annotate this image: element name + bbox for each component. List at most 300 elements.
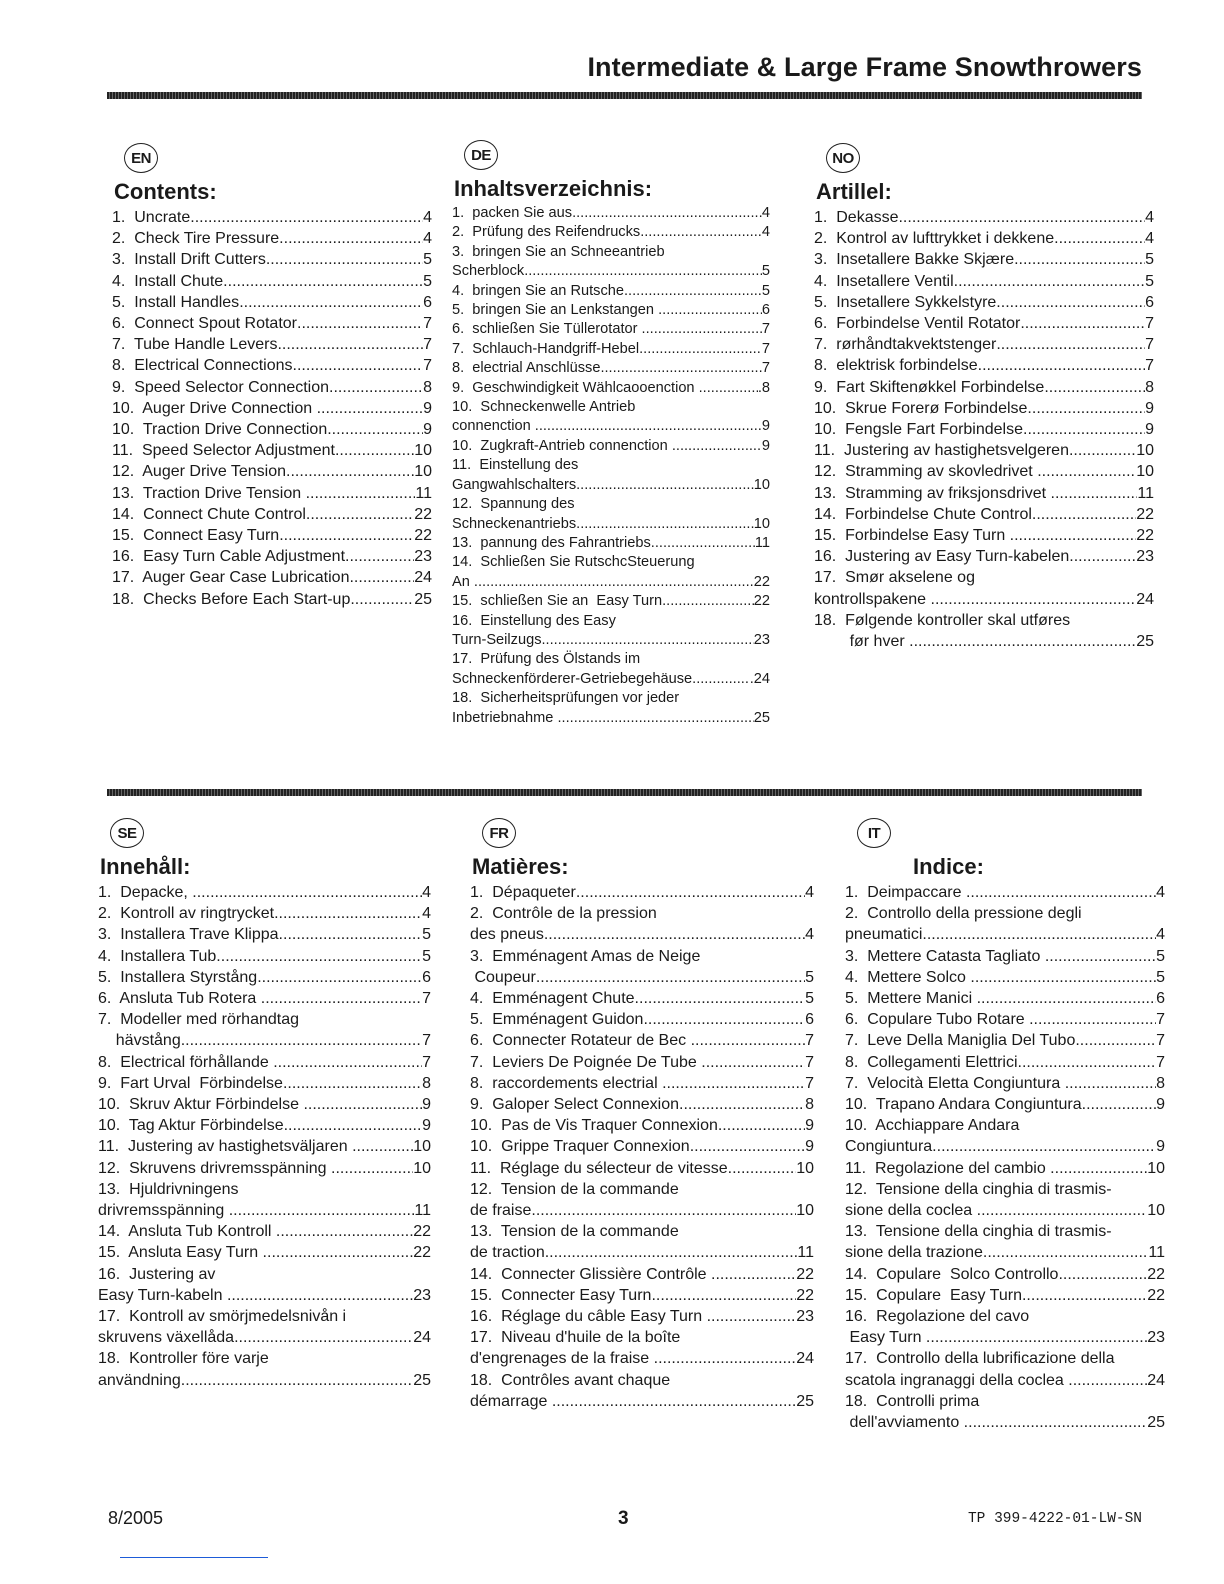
toc-entry-line bbox=[470, 946, 814, 967]
toc-entry bbox=[98, 1242, 431, 1263]
toc-entry-line bbox=[845, 1285, 1165, 1306]
toc-entry-page: 11 bbox=[1137, 484, 1154, 502]
toc-entry-line bbox=[452, 515, 770, 534]
toc-entry bbox=[112, 589, 432, 610]
toc-entry-label: Inbetriebnahme bbox=[452, 709, 558, 726]
toc-entry-page: 10 bbox=[414, 442, 432, 460]
toc-entry-page: 10 bbox=[1147, 1159, 1165, 1177]
dot-leader bbox=[662, 592, 754, 611]
toc-entry-line bbox=[470, 882, 814, 903]
toc-entry-label: 15. schließen Sie an Easy Turn bbox=[452, 593, 663, 610]
toc-entry bbox=[112, 567, 432, 588]
toc-entry-page: 10 bbox=[414, 463, 432, 481]
toc-entry-line bbox=[452, 689, 770, 708]
toc-entry-label: 3. Mettere Catasta Tagliato bbox=[845, 947, 1045, 965]
toc-entry bbox=[112, 313, 432, 334]
toc-entry-label: 18. Contrôles avant chaque bbox=[470, 1371, 671, 1389]
toc-entry-label: 11. Justering av hastighetsvelgeren bbox=[814, 442, 1069, 460]
toc-entry-line bbox=[470, 1348, 814, 1369]
toc-entry-label: 5. Installera Styrstång bbox=[98, 968, 258, 986]
toc-entry-page: 24 bbox=[796, 1350, 814, 1368]
dot-leader bbox=[1065, 1073, 1156, 1094]
dot-leader bbox=[576, 476, 754, 495]
toc-entry bbox=[814, 271, 1154, 292]
toc-entry-page: 5 bbox=[1156, 947, 1165, 965]
toc-entry-label: 4. bringen Sie an Rutsche bbox=[452, 282, 624, 299]
toc-entry-page: 25 bbox=[796, 1392, 814, 1410]
toc-entry-page: 8 bbox=[423, 378, 432, 396]
toc-entry-line bbox=[112, 440, 432, 461]
toc-entry-label: 2. Kontrol av lufttrykket i dekkene bbox=[814, 230, 1055, 248]
toc-entry bbox=[112, 525, 432, 546]
toc-entry bbox=[470, 1115, 814, 1136]
dot-leader bbox=[1037, 461, 1136, 482]
toc-entry-label: 9. Geschwindigkeit Wählcaooenction bbox=[452, 379, 699, 396]
toc-entry-page: 4 bbox=[1156, 884, 1165, 901]
toc-entry-label: d'engrenages de la fraise bbox=[470, 1350, 654, 1368]
toc-entry-line bbox=[470, 1370, 814, 1391]
toc-entry-page: 25 bbox=[413, 1371, 431, 1389]
toc-entry-label: démarrage bbox=[470, 1392, 552, 1410]
section-title-de: Inhaltsverzeichnis: bbox=[454, 176, 653, 201]
toc-entry bbox=[470, 1179, 814, 1221]
toc-entry-page: 22 bbox=[1136, 527, 1154, 545]
toc-entry-line bbox=[845, 1115, 1165, 1136]
dot-leader bbox=[898, 207, 1145, 228]
toc-entry-label: 17. Smør akselene og bbox=[814, 569, 975, 587]
dot-leader bbox=[227, 1285, 413, 1306]
dot-leader bbox=[349, 567, 414, 588]
toc-entry-page: 22 bbox=[413, 1223, 431, 1241]
toc-entry-page: 22 bbox=[753, 573, 770, 590]
toc-entry bbox=[845, 1094, 1165, 1115]
toc-entry-label: 12. Spannung des bbox=[452, 496, 575, 513]
toc-entry-page: 8 bbox=[805, 1096, 814, 1114]
toc-entry-page: 11 bbox=[797, 1244, 814, 1262]
dot-leader bbox=[283, 1073, 422, 1094]
toc-entry-line bbox=[452, 204, 770, 223]
toc-entry bbox=[470, 1327, 814, 1369]
toc-entry-line bbox=[98, 924, 431, 945]
toc-entry-page: 5 bbox=[1145, 251, 1154, 269]
toc-entry-label: 16. Justering av Easy Turn-kabelen bbox=[814, 548, 1070, 566]
toc-entry-page: 23 bbox=[796, 1308, 814, 1326]
language-badge-de: DE bbox=[464, 140, 498, 170]
toc-entry-line bbox=[470, 924, 814, 945]
toc-entry-page: 8 bbox=[422, 1074, 431, 1092]
toc-entry-page: 8 bbox=[1156, 1074, 1165, 1092]
toc-entry-line bbox=[112, 313, 432, 334]
toc-entry-label: 10. Auger Drive Connection bbox=[112, 399, 317, 417]
dot-leader bbox=[1050, 1158, 1147, 1179]
toc-entry-page: 23 bbox=[1136, 548, 1154, 566]
toc-entry-line bbox=[814, 440, 1154, 461]
dot-leader bbox=[261, 988, 422, 1009]
toc-entry bbox=[814, 377, 1154, 398]
toc-entry-line bbox=[452, 359, 770, 378]
toc-entry-page: 24 bbox=[414, 569, 432, 587]
dot-leader bbox=[279, 924, 423, 945]
toc-entry-page: 11 bbox=[414, 1202, 431, 1220]
toc-entry-label: Easy Turn-kabeln bbox=[98, 1286, 227, 1304]
toc-entry bbox=[98, 1264, 431, 1306]
toc-entry-line bbox=[470, 1306, 814, 1327]
toc-entry-line bbox=[98, 967, 431, 988]
toc-entry-line bbox=[470, 1391, 814, 1412]
toc-entry-line bbox=[112, 589, 432, 610]
toc-entry-line bbox=[452, 417, 770, 436]
toc-entry-label: Schneckenantriebs bbox=[452, 515, 577, 532]
toc-entry-line bbox=[98, 1221, 431, 1242]
toc-entry-page: 7 bbox=[422, 990, 431, 1008]
toc-entry-page: 9 bbox=[423, 421, 432, 439]
toc-entry bbox=[112, 228, 432, 249]
toc-entry-label: 8. raccordements electrial bbox=[470, 1074, 663, 1092]
toc-entry-label: før hver bbox=[814, 633, 910, 651]
dot-leader bbox=[274, 903, 422, 924]
toc-entry bbox=[845, 882, 1165, 903]
toc-entry-page: 22 bbox=[796, 1286, 814, 1304]
toc-entry-line bbox=[470, 1073, 814, 1094]
dot-leader bbox=[658, 301, 762, 320]
toc-entry-page: 6 bbox=[761, 302, 770, 319]
toc-entry-label: 4. Mettere Solco bbox=[845, 968, 971, 986]
toc-entry bbox=[452, 282, 770, 301]
toc-entry-page: 9 bbox=[1156, 1096, 1165, 1114]
toc-entry-label: 14. Connecter Glissière Contrôle bbox=[470, 1265, 711, 1283]
dot-leader bbox=[531, 1200, 796, 1221]
toc-entry-label: 14. Forbindelse Chute Control bbox=[814, 505, 1032, 523]
toc-entry-label: 14. Connect Chute Control bbox=[112, 505, 306, 523]
toc-entry-label: 7. Velocità Eletta Congiuntura bbox=[845, 1074, 1065, 1092]
toc-entry-label: drivremsspänning bbox=[98, 1202, 229, 1220]
dot-leader bbox=[1029, 1009, 1156, 1030]
dot-leader bbox=[1082, 1094, 1156, 1115]
toc-entry-line bbox=[845, 1242, 1165, 1263]
toc-entry bbox=[814, 398, 1154, 419]
toc-entry-line bbox=[845, 1094, 1165, 1115]
toc-entry-line bbox=[112, 525, 432, 546]
document-code: TP 399-4222-01-LW-SN bbox=[967, 1511, 1142, 1527]
toc-entry-page: 4 bbox=[761, 205, 770, 221]
toc-entry-label: 1. packen Sie aus bbox=[452, 205, 573, 221]
toc-entry bbox=[814, 249, 1154, 270]
toc-entry-line bbox=[452, 262, 770, 281]
toc-entry-line bbox=[470, 1200, 814, 1221]
toc-entry-label: 10. Zugkraft-Antrieb connenction bbox=[452, 437, 672, 454]
toc-entry bbox=[845, 1348, 1165, 1390]
toc-entry-page: 9 bbox=[805, 1117, 814, 1135]
dot-leader bbox=[1069, 546, 1136, 567]
toc-entry bbox=[98, 988, 431, 1009]
toc-entry bbox=[98, 1221, 431, 1242]
dot-leader bbox=[572, 204, 762, 223]
toc-entry-page: 7 bbox=[423, 357, 432, 375]
toc-entry-line bbox=[470, 1158, 814, 1179]
dot-leader bbox=[954, 271, 1145, 292]
toc-entry-page: 9 bbox=[761, 437, 770, 454]
toc-list-de bbox=[452, 204, 770, 728]
toc-entry-label: Schneckenförderer-Getriebegehäuse bbox=[452, 670, 693, 687]
section-title-en: Contents: bbox=[114, 179, 217, 204]
dot-leader bbox=[662, 1073, 805, 1094]
toc-entry-line bbox=[845, 924, 1165, 945]
section-title-no: Artillel: bbox=[816, 179, 892, 204]
toc-entry-label: 10. Fengsle Fart Forbindelse bbox=[814, 421, 1023, 439]
toc-entry-page: 5 bbox=[805, 968, 814, 986]
toc-entry-line bbox=[452, 379, 770, 398]
toc-entry-page: 4 bbox=[423, 230, 432, 248]
toc-entry bbox=[98, 946, 431, 967]
dot-leader bbox=[1051, 483, 1138, 504]
toc-entry bbox=[98, 1348, 431, 1390]
dot-leader bbox=[335, 440, 414, 461]
language-badge-en: EN bbox=[124, 143, 158, 173]
toc-entry-label: 14. Ansluta Tub Kontroll bbox=[98, 1223, 276, 1241]
toc-entry bbox=[452, 650, 770, 689]
toc-entry-label: sione della coclea bbox=[845, 1202, 977, 1220]
toc-entry-page: 4 bbox=[805, 926, 814, 944]
toc-entry-line bbox=[814, 292, 1154, 313]
toc-entry-line bbox=[98, 882, 431, 903]
toc-entry-label: 15. Connect Easy Turn bbox=[112, 527, 280, 545]
toc-entry bbox=[814, 419, 1154, 440]
dot-leader bbox=[266, 249, 423, 270]
dot-leader bbox=[679, 1094, 805, 1115]
toc-entry-line bbox=[470, 1327, 814, 1348]
toc-entry-label: 3. Installera Trave Klippa bbox=[98, 926, 279, 944]
toc-entry bbox=[470, 1030, 814, 1051]
toc-entry bbox=[98, 1136, 431, 1157]
toc-entry-page: 7 bbox=[805, 1053, 814, 1071]
toc-entry-line bbox=[845, 1200, 1165, 1221]
toc-entry bbox=[98, 1306, 431, 1348]
toc-entry bbox=[112, 334, 432, 355]
toc-entry-page: 9 bbox=[422, 1117, 431, 1135]
toc-entry-label: 1. Uncrate bbox=[112, 209, 191, 226]
toc-entry-line bbox=[98, 1030, 431, 1051]
dot-leader bbox=[263, 1242, 414, 1263]
toc-entry-line bbox=[845, 1306, 1165, 1327]
toc-entry-page: 22 bbox=[413, 1244, 431, 1262]
toc-entry-label: dell'avviamento bbox=[845, 1414, 964, 1432]
toc-entry-label: 8. electrial Anschlüsse bbox=[452, 360, 601, 377]
dot-leader bbox=[576, 515, 754, 534]
toc-entry-label: 18. Følgende kontroller skal utføres bbox=[814, 611, 1071, 629]
toc-entry bbox=[470, 1158, 814, 1179]
toc-entry-page: 5 bbox=[1156, 968, 1165, 986]
dot-leader bbox=[350, 589, 414, 610]
toc-entry bbox=[452, 553, 770, 592]
toc-entry-line bbox=[98, 946, 431, 967]
toc-entry-line bbox=[98, 1179, 431, 1200]
toc-entry-label: 10. Tag Aktur Förbindelse bbox=[98, 1117, 284, 1135]
toc-entry bbox=[98, 1115, 431, 1136]
contents-section-fr bbox=[470, 818, 814, 1412]
toc-entry-page: 7 bbox=[805, 1032, 814, 1050]
toc-entry-label: kontrollspakene bbox=[814, 590, 931, 608]
toc-entry bbox=[845, 1115, 1165, 1157]
toc-entry-label: 13. Tensione della cinghia di trasmis- bbox=[845, 1223, 1112, 1241]
toc-entry bbox=[470, 1052, 814, 1073]
toc-entry-label: 11. Einstellung des bbox=[452, 457, 579, 474]
toc-list-se bbox=[98, 882, 431, 1391]
toc-entry bbox=[452, 437, 770, 456]
toc-entry-line bbox=[470, 967, 814, 988]
toc-entry-label: 4. Emménagent Chute bbox=[470, 990, 635, 1008]
toc-entry-label: Gangwahlschalters bbox=[452, 476, 577, 493]
dot-leader bbox=[643, 1009, 805, 1030]
toc-entry-line bbox=[845, 1030, 1165, 1051]
dot-leader bbox=[922, 924, 1156, 945]
toc-entry-label: 10. Skrue Forerø Forbindelse bbox=[814, 399, 1028, 417]
toc-entry-label: connenction bbox=[452, 418, 535, 435]
toc-entry-page: 4 bbox=[761, 224, 770, 241]
toc-entry-page: 5 bbox=[423, 272, 432, 290]
toc-entry-label: 2. Check Tire Pressure bbox=[112, 230, 280, 248]
language-badge-fr: FR bbox=[482, 818, 516, 848]
toc-entry-label: 5. Emménagent Guidon bbox=[470, 1011, 644, 1029]
toc-entry-line bbox=[814, 504, 1154, 525]
toc-entry bbox=[112, 419, 432, 440]
toc-entry-page: 4 bbox=[805, 884, 814, 901]
contents-section-de bbox=[452, 140, 770, 728]
toc-entry-line bbox=[98, 1158, 431, 1179]
toc-entry-line bbox=[98, 1264, 431, 1285]
dot-leader bbox=[286, 461, 414, 482]
toc-entry-line bbox=[452, 340, 770, 359]
toc-entry-page: 11 bbox=[1148, 1244, 1165, 1262]
toc-entry-label: 12. Skruvens drivremsspänning bbox=[98, 1159, 331, 1177]
toc-entry-label: Easy Turn bbox=[845, 1329, 926, 1347]
toc-entry-label: 17. Auger Gear Case Lubrication bbox=[112, 569, 350, 587]
toc-entry-line bbox=[452, 495, 770, 514]
dot-leader bbox=[1058, 1264, 1147, 1285]
dot-leader bbox=[1010, 525, 1137, 546]
toc-entry-page: 7 bbox=[1145, 357, 1154, 375]
toc-entry-line bbox=[814, 249, 1154, 270]
toc-entry-label: sione della trazione bbox=[845, 1244, 983, 1262]
toc-entry-label: 1. Dekasse bbox=[814, 209, 899, 226]
toc-entry-label: 14. Copulare Solco Controllo bbox=[845, 1265, 1059, 1283]
toc-entry-page: 25 bbox=[753, 709, 770, 726]
toc-entry-line bbox=[112, 461, 432, 482]
dot-leader bbox=[576, 882, 805, 903]
toc-entry-label: 16. Easy Turn Cable Adjustment bbox=[112, 548, 346, 566]
dot-leader bbox=[996, 334, 1145, 355]
toc-entry-line bbox=[452, 476, 770, 495]
toc-entry-label: 17. Kontroll av smörjmedelsnivån i bbox=[98, 1308, 347, 1326]
toc-entry-page: 11 bbox=[754, 534, 770, 551]
toc-entry-line bbox=[814, 610, 1154, 631]
toc-entry-label: 17. Niveau d'huile de la boîte bbox=[470, 1329, 681, 1347]
contents-section-en bbox=[112, 143, 432, 610]
toc-entry-label: 9. Fart Skiftenøkkel Forbindelse bbox=[814, 378, 1045, 396]
toc-entry-label: 13. Stramming av friksjonsdrivet bbox=[814, 484, 1051, 502]
dot-leader bbox=[978, 355, 1145, 376]
toc-entry-page: 24 bbox=[413, 1329, 431, 1347]
toc-entry-label: 5. Insetallere Sykkelstyre bbox=[814, 293, 997, 311]
toc-entry-line bbox=[470, 1179, 814, 1200]
toc-entry-line bbox=[452, 243, 770, 262]
toc-entry-label: Congiuntura bbox=[845, 1138, 933, 1156]
page-title: Intermediate & Large Frame Snowthrowers bbox=[587, 52, 1142, 82]
toc-entry bbox=[845, 1391, 1165, 1433]
toc-entry-line bbox=[845, 1221, 1165, 1242]
dot-leader bbox=[239, 292, 423, 313]
toc-entry-page: 22 bbox=[414, 527, 432, 545]
toc-entry-line bbox=[112, 546, 432, 567]
toc-entry-line bbox=[452, 670, 770, 689]
toc-entry bbox=[452, 359, 770, 378]
dot-leader bbox=[642, 320, 762, 339]
toc-entry-label: 4. Installera Tub bbox=[98, 947, 217, 965]
toc-entry-label: 17. Controllo della lubrificazione della bbox=[845, 1350, 1115, 1368]
toc-entry-page: 22 bbox=[1136, 505, 1154, 523]
toc-entry-line bbox=[814, 567, 1154, 588]
toc-entry bbox=[470, 1073, 814, 1094]
toc-entry bbox=[452, 340, 770, 359]
dot-leader bbox=[690, 1136, 805, 1157]
toc-entry-label: 11. Regolazione del cambio bbox=[845, 1159, 1051, 1177]
dot-leader bbox=[964, 1412, 1148, 1433]
language-badge-no: NO bbox=[826, 143, 860, 173]
toc-entry-line bbox=[845, 1158, 1165, 1179]
toc-entry bbox=[845, 1264, 1165, 1285]
dot-leader bbox=[635, 988, 806, 1009]
toc-entry-line bbox=[452, 592, 770, 611]
toc-entry bbox=[98, 1179, 431, 1221]
toc-entry-label: 8. Electrical förhållande bbox=[98, 1053, 274, 1071]
dot-leader bbox=[640, 223, 762, 242]
toc-entry-page: 7 bbox=[1156, 1011, 1165, 1029]
toc-entry bbox=[112, 292, 432, 313]
link-underline bbox=[120, 1557, 268, 1558]
dot-leader bbox=[552, 1391, 796, 1412]
toc-entry-line bbox=[845, 1136, 1165, 1157]
toc-entry-label: 16. Einstellung des Easy bbox=[452, 612, 616, 629]
toc-entry-line bbox=[452, 612, 770, 631]
dot-leader bbox=[535, 417, 762, 436]
toc-entry bbox=[814, 228, 1154, 249]
toc-entry-line bbox=[112, 292, 432, 313]
toc-entry-line bbox=[112, 228, 432, 249]
toc-entry bbox=[845, 903, 1165, 945]
toc-entry bbox=[452, 495, 770, 534]
toc-entry-page: 4 bbox=[422, 905, 431, 923]
toc-entry-page: 25 bbox=[414, 590, 432, 608]
toc-entry-label: 3. Emménagent Amas de Neige bbox=[470, 947, 701, 965]
toc-entry-page: 4 bbox=[423, 209, 432, 226]
toc-entry-line bbox=[470, 1094, 814, 1115]
toc-entry bbox=[845, 1285, 1165, 1306]
dot-leader bbox=[279, 525, 414, 546]
toc-entry-label: 11. Speed Selector Adjustment bbox=[112, 442, 335, 460]
section-title-fr: Matières: bbox=[472, 854, 569, 879]
dot-leader bbox=[909, 631, 1136, 652]
toc-entry-label: scatola ingranaggi della coclea bbox=[845, 1371, 1069, 1389]
toc-entry bbox=[845, 1158, 1165, 1179]
toc-entry-label: 1. Deimpaccare bbox=[845, 884, 966, 901]
toc-entry bbox=[98, 1158, 431, 1179]
toc-entry-line bbox=[98, 1094, 431, 1115]
toc-entry-line bbox=[814, 334, 1154, 355]
toc-entry-line bbox=[98, 1200, 431, 1221]
toc-entry-label: 15. Forbindelse Easy Turn bbox=[814, 527, 1010, 545]
toc-entry bbox=[470, 882, 814, 903]
toc-entry bbox=[814, 334, 1154, 355]
toc-entry-label: 10. Grippe Traquer Connexion bbox=[470, 1138, 690, 1156]
